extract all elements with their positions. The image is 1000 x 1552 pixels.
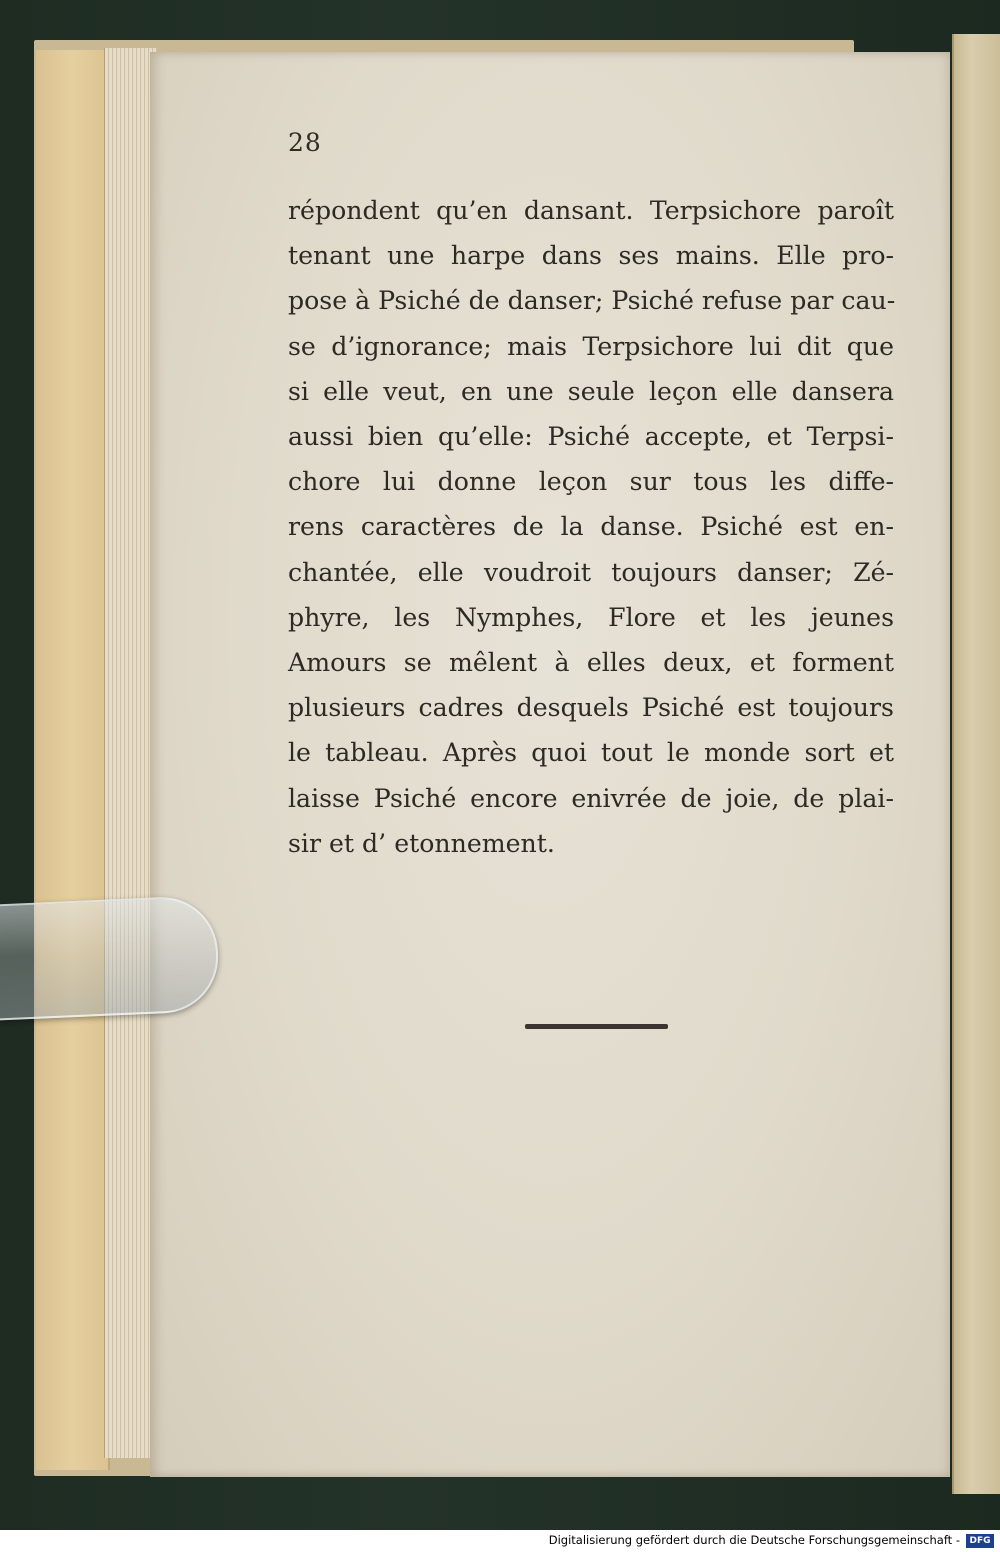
text-line: le tableau. Après quoi tout le monde sort et	[288, 738, 894, 768]
text-line: sir et d’ etonnement.	[288, 828, 555, 858]
text-line: si elle veut, en une seule leçon elle dansera	[288, 376, 894, 406]
text-line: laisse Psiché encore enivrée de joie, de plai-	[288, 783, 894, 813]
text-line: répondent qu’en dansant. Terpsichore paroît	[288, 196, 894, 225]
text-line: chore lui donne leçon sur tous les diffe-	[288, 467, 894, 497]
text-line: plusieurs cadres desquels Psiché est toujours	[288, 693, 894, 723]
text-line: tenant une harpe dans ses mains. Elle pro-	[288, 241, 894, 271]
text-line: rens caractères de la danse. Psiché est en-	[288, 512, 894, 542]
book-cover-edge	[36, 50, 110, 1470]
text-line: phyre, les Nymphes, Flore et les jeunes	[288, 602, 894, 632]
text-line: chantée, elle voudroit toujours danser; Zé-	[288, 557, 894, 587]
text-line: se d’ignorance; mais Terpsichore lui dit que	[288, 331, 894, 361]
body-text	[288, 188, 894, 866]
footer-credit: Digitalisierung gefördert durch die Deutsche Forschungsgemeinschaft -	[548, 1533, 960, 1547]
facing-page-edge	[952, 34, 1000, 1494]
footer-bar	[0, 1530, 1000, 1552]
page-clip	[0, 895, 220, 1021]
text-line: aussi bien qu’elle: Psiché accepte, et Terpsi-	[288, 422, 894, 452]
ornamental-rule	[525, 1024, 668, 1029]
text-line: Amours se mêlent à elles deux, et forment	[288, 648, 894, 678]
dfg-logo: DFG	[966, 1534, 994, 1548]
text-line: pose à Psiché de danser; Psiché refuse par cau-	[288, 286, 896, 316]
page-number: 28	[288, 128, 322, 157]
